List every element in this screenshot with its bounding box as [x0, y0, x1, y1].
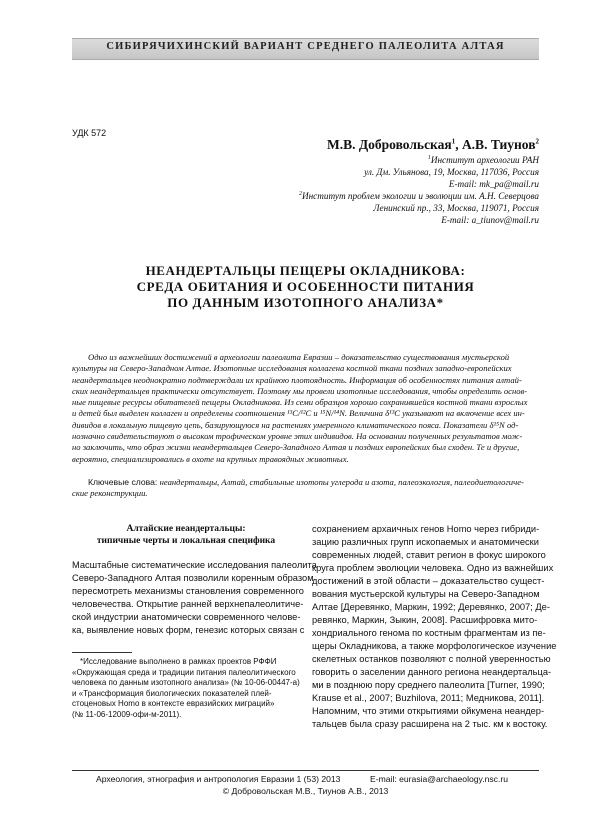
abstract-line: ских неандертальцев практически отсутствует. Поэтому мы провели изотопные исследования, чтобы определить основ- [72, 385, 528, 396]
body-line-right: Алтае [Деревянко, Маркин, 1992; Деревянко, 2007; Де- [312, 602, 550, 612]
body-line-right: говорить о заселении данного региона неандертальца- [312, 667, 552, 677]
body-line-right: щеры Окладникова, а также морфологическое изучение [312, 641, 557, 651]
footnote: *Исследование выполнено в рамках проектов РФФИ «Окружающая среда и традиции питания палеолитического человека по данным изотопного анализа» (№ 10-06-00447-а) и «Трансформация биологических показателей плей- стоценовых Homo в контексте евразийских миграций» (№ 11-06-12009-офи-м-2011). [72, 657, 300, 719]
body-line-right: ми в позднюю пору среднего палеолита [Turner, 1990; [312, 680, 545, 690]
body-line-left: ка, выявление новых форм, генезис которых связан с [72, 625, 305, 635]
abstract-line: ные пищевые ресурсы обитателей пещеры Окладникова. Из семи образцов хорошо сохранившейся костной ткани взрослых [72, 397, 528, 408]
abstract-line: культуры на Северо-Западном Алтае. Изотопные исследования коллагена костной ткани поздних западно-европейских [72, 363, 512, 374]
title-line: СРЕДА ОБИТАНИЯ И ОСОБЕННОСТИ ПИТАНИЯ [136, 279, 475, 294]
affiliation-sup: 1 [427, 155, 431, 161]
affiliation-email: E-mail: a_tiunov@mail.ru [441, 215, 539, 225]
affiliation-line: Ленинский пр., 33, Москва, 119071, Россия [373, 203, 539, 213]
author-1: М.В. Добровольская [327, 137, 452, 152]
body-line-left: Северо-Западного Алтая позволили коренным образом [72, 573, 314, 583]
authors-line [327, 137, 539, 153]
body-line-right: современных людей, ставит регион в фокус широкого [312, 550, 546, 560]
author-1-sup: 1 [451, 137, 456, 146]
title-line: НЕАНДЕРТАЛЬЦЫ ПЕЩЕРЫ ОКЛАДНИКОВА: [145, 263, 466, 278]
abstract-line: вероятно, специализировались в охоте на крупных травоядных животных. [72, 453, 349, 464]
abstract-line: дивидов в локальную пищевую цепь, базирующуюся на растениях умеренного климатического пояса. Показатели δ¹⁵N од- [72, 419, 519, 430]
keywords-line: ские реконструкции. [72, 488, 148, 499]
body-line-left: пересмотреть механизмы становления современного [72, 586, 304, 596]
article-title [72, 263, 539, 311]
affiliation-email: E-mail: mk_pa@mail.ru [448, 179, 539, 189]
abstract-line: неандертальцев неоднократно подтверждали их крайнюю плотоядность. Информация об особенностях питания алтай- [72, 374, 522, 385]
author-2-sup: 2 [535, 137, 539, 146]
footnote-rule [72, 652, 132, 653]
abstract [72, 352, 539, 465]
abstract-line: но заключить, что образ жизни неандертальцев Северо-Западного Алтая и поздних европейских был сходен. Те и другие, [72, 442, 520, 453]
udk-code: УДК 572 [72, 128, 107, 138]
body-line-right: сохранением архаичных генов Homo через гибриди- [312, 524, 540, 534]
body-line-left: человечества. Открытие ранней верхнепалеолитиче- [72, 599, 304, 609]
body-line-right: вования мустьерской культуры на Северо-Западном [312, 589, 540, 599]
abstract-line: нозначно свидетельствуют о высоком трофическом уровне этих индивидов. На основании полученных результатов мож- [72, 431, 523, 442]
author-2: А.В. Тиунов [461, 137, 536, 152]
affiliation-line: ул. Дм. Ульянова, 19, Москва, 117036, Россия [364, 167, 539, 177]
abstract-line: Одно из важнейших достижений в археологии палеолита Евразии – доказательство существования мустьерской [88, 352, 510, 362]
body-line-right: тальцев была сразу расширена на 2 тыс. км к востоку. [312, 719, 548, 729]
body-line-right: достижений в этой области – доказательство сущест- [312, 576, 545, 586]
body-line-right: круга проблем эволюции человека. Одно из важнейших [312, 563, 554, 573]
running-header-title: СИБИРЯЧИХИНСКИЙ ВАРИАНТ СРЕДНЕГО ПАЛЕОЛИТА АЛТАЯ [106, 41, 505, 52]
section-heading: Алтайские неандертальцы: типичные черты и локальная специфика [96, 524, 276, 546]
abstract-line: и детей был выделен коллаген и определены соотношения ¹³C/¹²C и ¹⁵N/¹⁴N. Величина δ¹³C указывают на включение всех ин- [72, 408, 525, 419]
keywords-label: Ключевые слова: [88, 477, 160, 487]
body-line-right: ревянко, Маркин, Зыкин, 2008]. Расшифровка мито- [312, 615, 538, 625]
affiliation-sup: 2 [298, 191, 302, 197]
keywords [72, 477, 539, 500]
body-line-right: Напомним, что этими открытиями ойкумена неандер- [312, 706, 545, 716]
footer-copyright: © Добровольская М.В., Тиунов А.В., 2013 [222, 786, 389, 796]
affiliation-line: $^1$Институт археологии РАН [427, 155, 539, 166]
body-line-right: зацию различных групп ископаемых и анатомически [312, 537, 539, 547]
body-line-left: Масштабные систематические исследования палеолита [72, 560, 317, 570]
footer-rule [72, 770, 539, 771]
title-line: ПО ДАННЫМ ИЗОТОПНОГО АНАЛИЗА* [167, 295, 444, 310]
body-line-right: Krause et al., 2007; Buzhilova, 2011; Медникова, 2011]. [312, 693, 545, 703]
body-line-left: ской индустрии анатомически современного челове- [72, 612, 301, 622]
footer-journal: Археология, этнография и антропология Евразии 1 (53) 2013 [96, 774, 341, 784]
footer-email: E-mail: eurasia@archaeology.nsc.ru [370, 774, 509, 784]
author-separator: , [455, 137, 462, 152]
body-line-right: скелетных останков позволяют с полной уверенностью [312, 654, 551, 664]
keywords-line: неандертальцы, Алтай, стабильные изотопы углерода и азота, палеоэкология, палеодиетологиче- [159, 477, 524, 487]
body-line-right: хондриального генома по костным фрагментам из пе- [312, 628, 546, 638]
affiliation-line: $^2$Институт проблем экологии и эволюции им. А.Н. Северцова [298, 191, 539, 202]
